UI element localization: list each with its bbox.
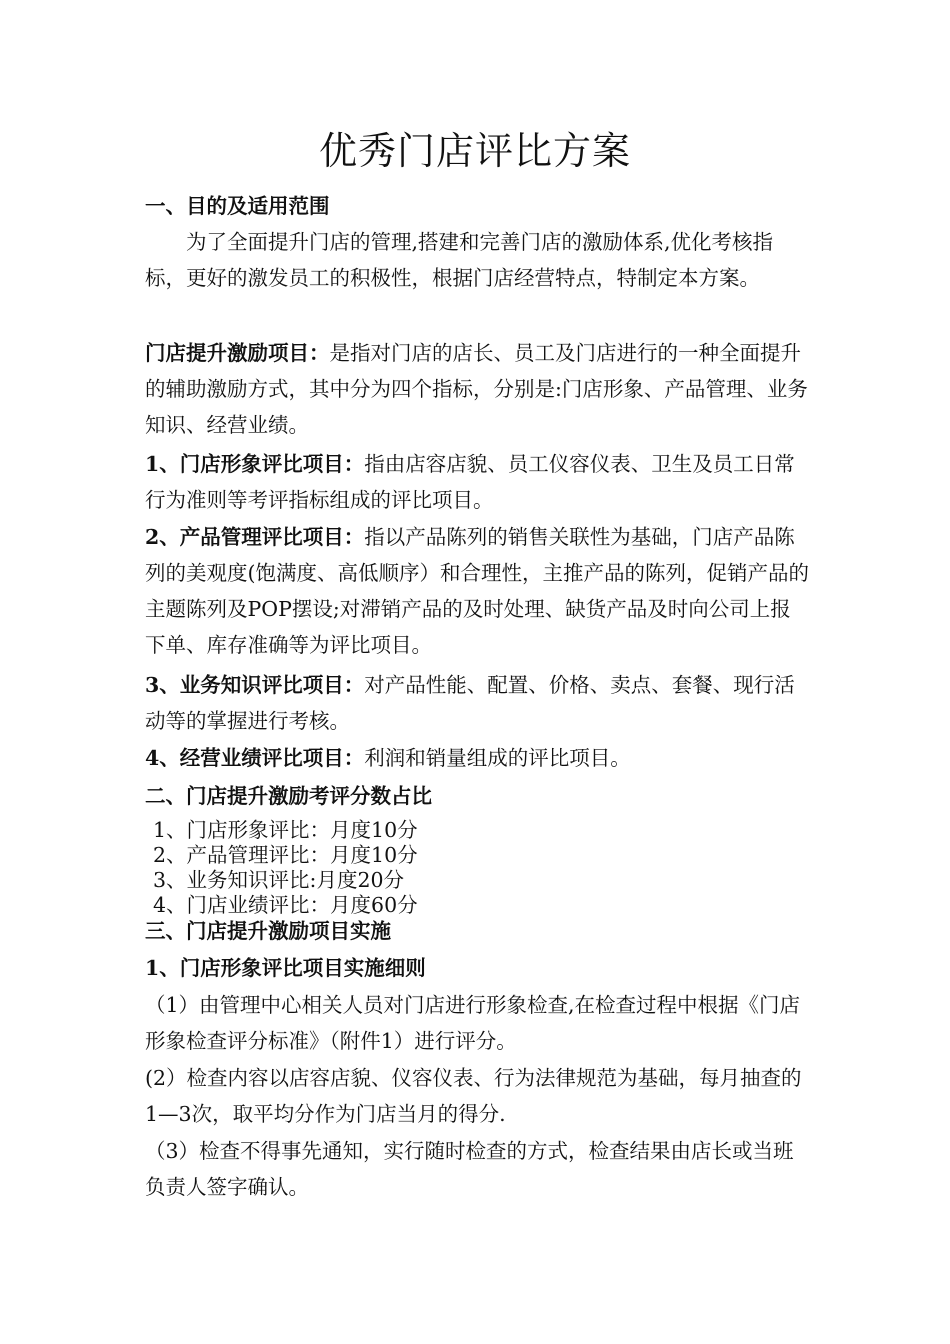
section-1-intro: 为了全面提升门店的管理,搭建和完善门店的激励体系,优化考核指标，更好的激发员工的积极性，根据门店经营特点，特制定本方案。 bbox=[145, 230, 774, 290]
incentive-definition-text: 是指对门店的店长、员工及门店进行的一种全面提升的辅助激励方式，其中分为四个指标，分别是:门店形象、产品管理、业务知识、经营业绩。 bbox=[145, 341, 808, 437]
score-list bbox=[153, 818, 818, 918]
item-1-text: 指由店容店貌、员工仪容仪表、卫生及员工日常行为准则等考评指标组成的评比项目。 bbox=[145, 452, 795, 512]
item-2-label: 2、产品管理评比项目： bbox=[145, 525, 365, 549]
item-3-label: 3、业务知识评比项目： bbox=[145, 673, 365, 697]
incentive-definition-label: 门店提升激励项目： bbox=[145, 341, 330, 365]
score-line-4: 4、门店业绩评比：月度60分 bbox=[153, 893, 418, 917]
item-4 bbox=[145, 740, 810, 776]
item-2-text: 指以产品陈列的销售关联性为基础，门店产品陈列的美观度(饱满度、高低顺序）和合理性，主推产品的陈列，促销产品的主题陈列及POP摆设;对滞销产品的及时处理、缺货产品及时向公司上报下单、库存准确等为评比项目。 bbox=[145, 525, 809, 657]
item-1 bbox=[145, 446, 810, 518]
section-3-sub-1: 1、门店形象评比项目实施细则 bbox=[145, 956, 426, 980]
item-1-label: 1、门店形象评比项目： bbox=[145, 452, 365, 476]
item-3 bbox=[145, 667, 810, 739]
document-title: 优秀门店评比方案 bbox=[318, 129, 631, 173]
score-line-2: 2、产品管理评比：月度10分 bbox=[153, 843, 418, 867]
incentive-definition bbox=[145, 335, 810, 443]
item-3-text: 对产品性能、配置、价格、卖点、套餐、现行活动等的掌握进行考核。 bbox=[145, 673, 795, 733]
score-line-3: 3、业务知识评比:月度20分 bbox=[153, 868, 405, 892]
rule-paragraph-1: （1）由管理中心相关人员对门店进行形象检查,在检查过程中根据《门店形象检查评分标准》（附件1）进行评分。 bbox=[145, 993, 801, 1053]
item-4-label: 4、经营业绩评比项目： bbox=[145, 746, 365, 770]
rule-paragraph-2: (2）检查内容以店容店貌、仪容仪表、行为法律规范为基础，每月抽查的1—3次，取平均分作为门店当月的得分. bbox=[145, 1066, 802, 1126]
rule-paragraph-3: （3）检查不得事先通知，实行随时检查的方式，检查结果由店长或当班负责人签字确认。 bbox=[145, 1139, 794, 1199]
item-4-text: 利润和销量组成的评比项目。 bbox=[364, 746, 631, 770]
section-1-heading: 一、目的及适用范围 bbox=[145, 194, 330, 218]
item-2 bbox=[145, 519, 810, 663]
score-line-1: 1、门店形象评比：月度10分 bbox=[153, 818, 418, 842]
section-2-heading: 二、门店提升激励考评分数占比 bbox=[145, 784, 432, 808]
section-3-heading: 三、门店提升激励项目实施 bbox=[145, 919, 391, 943]
